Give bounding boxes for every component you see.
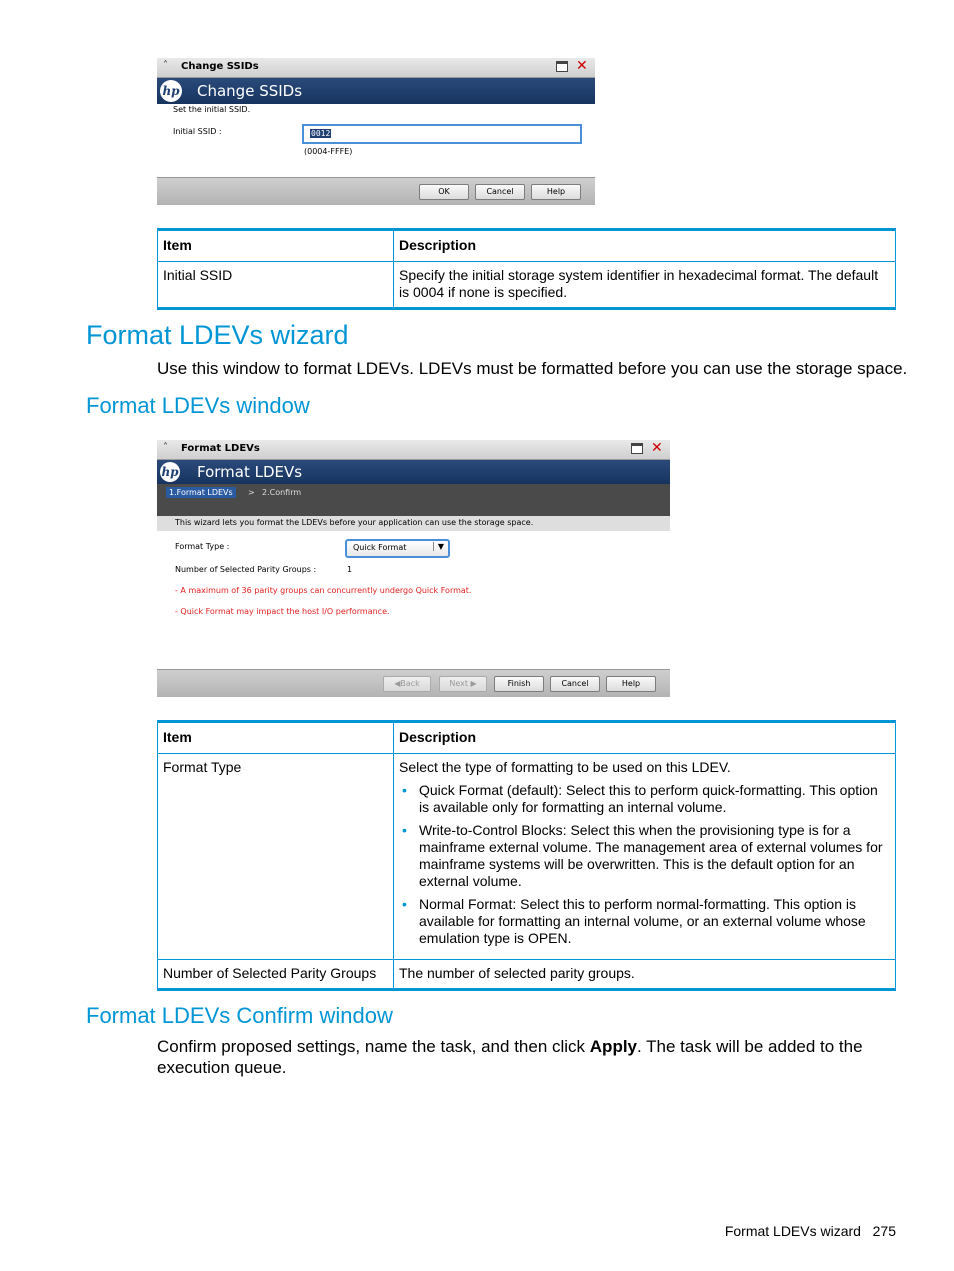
confirm-paragraph	[157, 1036, 887, 1078]
warning-performance: - Quick Format may impact the host I/O performance.	[175, 607, 390, 616]
wizard-description: This wizard lets you format the LDEVs before your application can use the storage space.	[175, 518, 534, 527]
back-arrow-icon: ◀	[394, 679, 401, 688]
footer-section-name: Format LDEVs wizard	[724, 1223, 861, 1239]
page-footer	[725, 1223, 896, 1239]
parity-groups-label: Number of Selected Parity Groups :	[175, 565, 317, 574]
table-cell-item: Format Type	[158, 754, 394, 960]
list-item-normal-format: • Normal Format: Select this to perform normal-formatting. This option is available for formatting an internal volume, or an external volume whose emulation type is OPEN.	[419, 896, 890, 947]
column-header-description: Description	[394, 722, 896, 754]
back-label: Back	[400, 679, 420, 688]
initial-ssid-table	[157, 228, 896, 310]
collapse-icon[interactable]: ˄	[163, 60, 168, 71]
table-row	[158, 262, 896, 309]
section-title-window: Format LDEVs window	[86, 393, 310, 418]
step-current: 1.Format LDEVs	[166, 487, 236, 498]
close-icon[interactable]: ✕	[576, 58, 588, 74]
initial-ssid-value: 0012	[311, 129, 331, 138]
format-ldevs-table	[157, 720, 896, 991]
close-icon[interactable]: ✕	[651, 440, 663, 456]
section-title-confirm: Format LDEVs Confirm window	[86, 1003, 393, 1028]
format-type-value: Quick Format	[353, 543, 407, 552]
table-cell-item: Initial SSID	[158, 262, 394, 309]
banner-title: Change SSIDs	[197, 82, 303, 100]
help-button[interactable]: Help	[531, 184, 581, 200]
cancel-button[interactable]: Cancel	[550, 676, 600, 692]
dialog-titlebar	[157, 440, 670, 460]
description-strip	[157, 516, 670, 531]
cancel-button[interactable]: Cancel	[475, 184, 525, 200]
dialog-footer	[157, 177, 595, 205]
column-header-item: Item	[158, 230, 394, 262]
step-separator: >	[248, 488, 255, 497]
initial-ssid-input[interactable]	[302, 124, 582, 144]
table-row	[158, 960, 896, 990]
ok-button[interactable]: OK	[419, 184, 469, 200]
table-row	[158, 754, 896, 960]
next-button[interactable]	[439, 676, 487, 692]
column-header-description: Description	[394, 230, 896, 262]
back-button[interactable]	[383, 676, 431, 692]
next-label: Next	[449, 679, 468, 688]
list-item-write-to-control: • Write-to-Control Blocks: Select this when the provisioning type is for a mainframe external volume. The management area of external volumes for mainframe systems will be overwritten. This is the default option for an external volume.	[419, 822, 890, 890]
collapse-icon[interactable]: ˄	[163, 442, 168, 453]
banner-title: Format LDEVs	[197, 463, 303, 481]
help-button[interactable]: Help	[606, 676, 656, 692]
format-type-description: Select the type of formatting to be used on this LDEV.	[399, 759, 731, 775]
format-options-list	[399, 782, 890, 947]
initial-ssid-hint: (0004-FFFE)	[304, 147, 353, 156]
table-header-row	[158, 230, 896, 262]
dialog-titlebar	[157, 58, 595, 78]
window-title: Format LDEVs	[181, 443, 260, 454]
wizard-intro: Use this window to format LDEVs. LDEVs must be formatted before you can use the storage space.	[157, 359, 908, 378]
table-cell-description	[394, 754, 896, 960]
parity-groups-value: 1	[347, 565, 353, 574]
hp-logo-icon: hp	[160, 462, 180, 482]
window-title: Change SSIDs	[181, 61, 259, 72]
maximize-icon[interactable]	[556, 61, 568, 72]
table-cell-item: Number of Selected Parity Groups	[158, 960, 394, 990]
dialog-banner	[157, 78, 595, 104]
hp-logo-icon: hp	[160, 80, 182, 102]
step-confirm: 2.Confirm	[262, 488, 302, 497]
table-header-row	[158, 722, 896, 754]
maximize-icon[interactable]	[631, 443, 643, 454]
instruction-text: Set the initial SSID.	[173, 105, 251, 114]
page-number: 275	[872, 1223, 896, 1239]
confirm-text-start: Confirm proposed settings, name the task, and then click	[157, 1037, 590, 1056]
change-ssids-dialog	[157, 58, 595, 205]
chevron-down-icon: ▼	[433, 542, 444, 551]
initial-ssid-label: Initial SSID :	[173, 127, 222, 136]
table-cell-description: Specify the initial storage system identifier in hexadecimal format. The default is 0004 if none is specified.	[394, 262, 896, 309]
confirm-text-end: . The task will be added to the execution queue.	[157, 1037, 863, 1077]
section-title-wizard: Format LDEVs wizard	[86, 320, 349, 350]
dialog-footer	[157, 669, 670, 697]
format-ldevs-dialog	[157, 440, 670, 697]
dialog-banner	[157, 460, 670, 484]
table-cell-description: The number of selected parity groups.	[394, 960, 896, 990]
column-header-item: Item	[158, 722, 394, 754]
finish-button[interactable]: Finish	[494, 676, 544, 692]
format-type-label: Format Type :	[175, 542, 230, 551]
wizard-steps-bar	[157, 484, 670, 516]
next-arrow-icon: ▶	[467, 679, 477, 688]
apply-keyword: Apply	[589, 1037, 638, 1056]
warning-max-parity: - A maximum of 36 parity groups can concurrently undergo Quick Format.	[175, 586, 472, 595]
format-type-select[interactable]	[345, 539, 450, 558]
list-item-quick-format: • Quick Format (default): Select this to perform quick-formatting. This option is available only for formatting an internal volume.	[419, 782, 890, 816]
